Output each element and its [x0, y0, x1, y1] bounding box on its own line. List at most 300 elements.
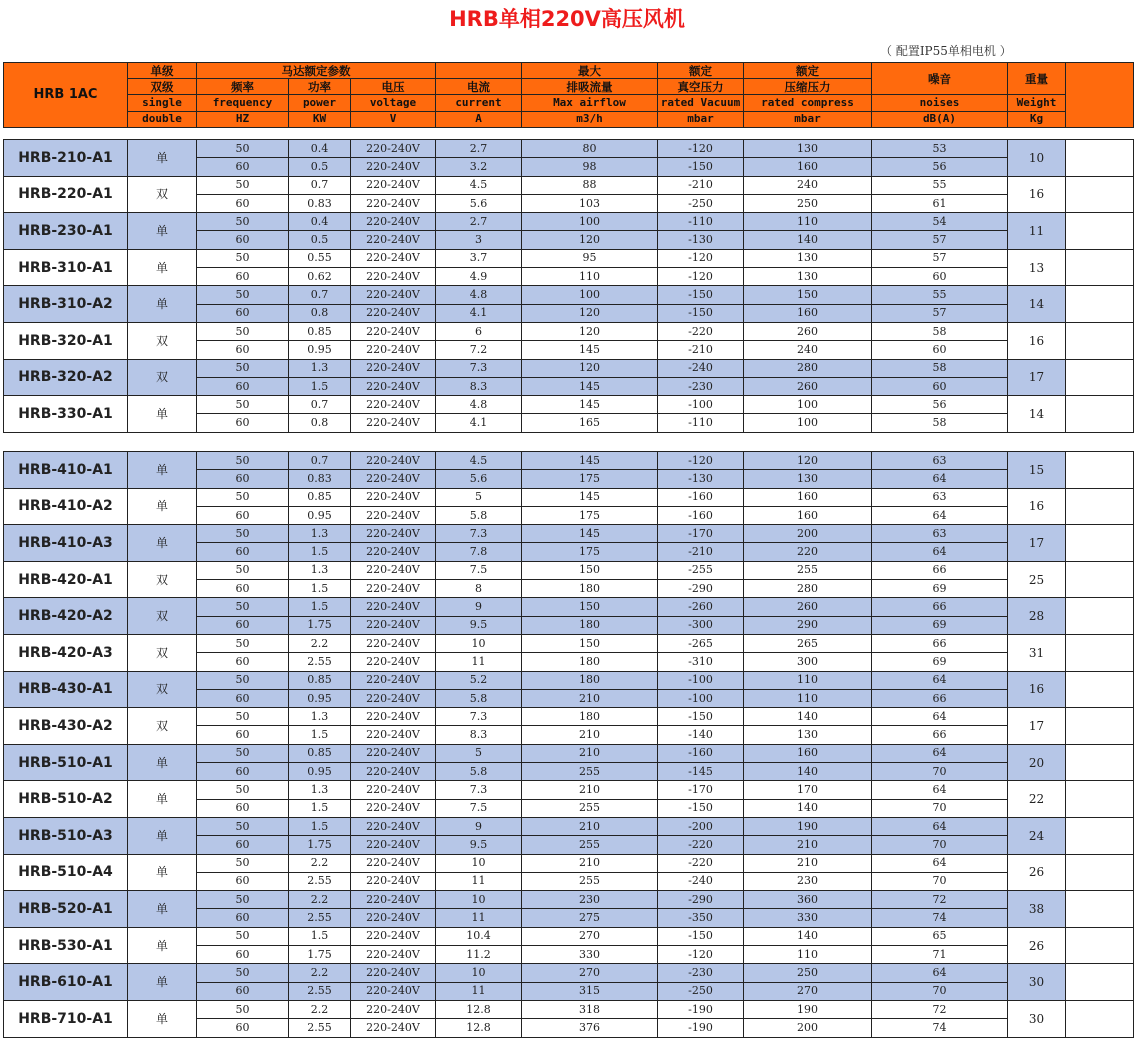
current-cell: 10 — [436, 891, 522, 909]
airflow-cell: 88 — [522, 176, 658, 194]
table-row — [4, 140, 1134, 158]
row-spacer — [1066, 213, 1134, 250]
noise-cell: 70 — [872, 872, 1008, 890]
vacuum-cell: -350 — [658, 909, 744, 927]
voltage-cell: 220-240V — [351, 726, 436, 744]
voltage-cell: 220-240V — [351, 909, 436, 927]
row-spacer — [1066, 854, 1134, 891]
frequency-cell: 60 — [197, 799, 289, 817]
voltage-cell: 220-240V — [351, 598, 436, 616]
vacuum-cell: -120 — [658, 140, 744, 158]
current-cell: 5.6 — [436, 194, 522, 212]
power-cell: 1.3 — [289, 781, 351, 799]
current-cell: 5.8 — [436, 506, 522, 524]
vacuum-cell: -190 — [658, 1019, 744, 1037]
weight-cell: 25 — [1008, 561, 1066, 598]
current-cell: 9.5 — [436, 616, 522, 634]
vacuum-cell: -120 — [658, 268, 744, 286]
weight-cell: 15 — [1008, 452, 1066, 489]
vacuum-cell: -240 — [658, 872, 744, 890]
model-name: HRB-320-A2 — [4, 359, 128, 396]
stage-type: 双 — [128, 671, 197, 708]
airflow-cell: 180 — [522, 653, 658, 671]
frequency-cell: 60 — [197, 616, 289, 634]
row-spacer — [1066, 561, 1134, 598]
model-name: HRB-220-A1 — [4, 176, 128, 213]
airflow-cell: 120 — [522, 322, 658, 340]
weight-cell: 16 — [1008, 671, 1066, 708]
noise-cell: 55 — [872, 176, 1008, 194]
voltage-cell: 220-240V — [351, 927, 436, 945]
voltage-cell: 220-240V — [351, 158, 436, 176]
table-row — [4, 854, 1134, 872]
stage-type: 单 — [128, 744, 197, 781]
row-spacer — [1066, 396, 1134, 433]
header-power-en: power — [289, 95, 351, 111]
stage-type: 单 — [128, 452, 197, 489]
current-cell: 5 — [436, 744, 522, 762]
frequency-cell: 50 — [197, 781, 289, 799]
noise-cell: 70 — [872, 799, 1008, 817]
current-cell: 3.7 — [436, 249, 522, 267]
airflow-cell: 145 — [522, 341, 658, 359]
frequency-cell: 60 — [197, 194, 289, 212]
vacuum-cell: -220 — [658, 836, 744, 854]
header-airflow-unit: m3/h — [522, 111, 658, 127]
spec-table-group-1 — [3, 139, 1134, 433]
airflow-cell: 150 — [522, 634, 658, 652]
voltage-cell: 220-240V — [351, 359, 436, 377]
compress-cell: 140 — [744, 763, 872, 781]
noise-cell: 70 — [872, 836, 1008, 854]
current-cell: 9 — [436, 817, 522, 835]
vacuum-cell: -200 — [658, 817, 744, 835]
noise-cell: 70 — [872, 763, 1008, 781]
vacuum-cell: -310 — [658, 653, 744, 671]
current-cell: 10 — [436, 634, 522, 652]
airflow-cell: 210 — [522, 689, 658, 707]
weight-cell: 20 — [1008, 744, 1066, 781]
power-cell: 1.5 — [289, 377, 351, 395]
row-spacer — [1066, 488, 1134, 525]
power-cell: 0.7 — [289, 396, 351, 414]
vacuum-cell: -210 — [658, 176, 744, 194]
spec-table-group-2 — [3, 451, 1134, 1038]
current-cell: 4.9 — [436, 268, 522, 286]
header-weight-cn: 重量 — [1008, 63, 1066, 95]
power-cell: 2.2 — [289, 891, 351, 909]
compress-cell: 110 — [744, 689, 872, 707]
voltage-cell: 220-240V — [351, 580, 436, 598]
frequency-cell: 50 — [197, 854, 289, 872]
power-cell: 0.62 — [289, 268, 351, 286]
vacuum-cell: -100 — [658, 396, 744, 414]
noise-cell: 58 — [872, 414, 1008, 432]
compress-cell: 220 — [744, 543, 872, 561]
airflow-cell: 103 — [522, 194, 658, 212]
frequency-cell: 60 — [197, 543, 289, 561]
power-cell: 0.7 — [289, 176, 351, 194]
stage-type: 单 — [128, 396, 197, 433]
power-cell: 0.8 — [289, 414, 351, 432]
current-cell: 7.3 — [436, 781, 522, 799]
header-compress-en: rated compress — [744, 95, 872, 111]
row-spacer — [1066, 781, 1134, 818]
vacuum-cell: -110 — [658, 414, 744, 432]
voltage-cell: 220-240V — [351, 140, 436, 158]
vacuum-cell: -150 — [658, 708, 744, 726]
voltage-cell: 220-240V — [351, 653, 436, 671]
power-cell: 2.2 — [289, 964, 351, 982]
frequency-cell: 60 — [197, 872, 289, 890]
voltage-cell: 220-240V — [351, 982, 436, 1000]
table-row — [4, 634, 1134, 652]
compress-cell: 200 — [744, 1019, 872, 1037]
frequency-cell: 60 — [197, 836, 289, 854]
stage-type: 双 — [128, 708, 197, 745]
noise-cell: 60 — [872, 377, 1008, 395]
vacuum-cell: -145 — [658, 763, 744, 781]
airflow-cell: 180 — [522, 616, 658, 634]
airflow-cell: 120 — [522, 359, 658, 377]
airflow-cell: 180 — [522, 671, 658, 689]
weight-cell: 11 — [1008, 213, 1066, 250]
table-row — [4, 396, 1134, 414]
model-name: HRB-510-A1 — [4, 744, 128, 781]
vacuum-cell: -100 — [658, 671, 744, 689]
weight-cell: 13 — [1008, 249, 1066, 286]
model-name: HRB-410-A3 — [4, 525, 128, 562]
frequency-cell: 60 — [197, 470, 289, 488]
model-name: HRB-710-A1 — [4, 1000, 128, 1037]
vacuum-cell: -140 — [658, 726, 744, 744]
airflow-cell: 175 — [522, 470, 658, 488]
table-row — [4, 781, 1134, 799]
vacuum-cell: -150 — [658, 799, 744, 817]
vacuum-cell: -130 — [658, 231, 744, 249]
header-current-top — [436, 63, 522, 79]
power-cell: 0.95 — [289, 506, 351, 524]
voltage-cell: 220-240V — [351, 543, 436, 561]
compress-cell: 210 — [744, 854, 872, 872]
weight-cell: 24 — [1008, 817, 1066, 854]
voltage-cell: 220-240V — [351, 396, 436, 414]
voltage-cell: 220-240V — [351, 1019, 436, 1037]
airflow-cell: 180 — [522, 580, 658, 598]
vacuum-cell: -150 — [658, 286, 744, 304]
frequency-cell: 60 — [197, 909, 289, 927]
compress-cell: 250 — [744, 194, 872, 212]
stage-type: 单 — [128, 781, 197, 818]
voltage-cell: 220-240V — [351, 744, 436, 762]
frequency-cell: 50 — [197, 891, 289, 909]
model-name: HRB-520-A1 — [4, 891, 128, 928]
row-spacer — [1066, 140, 1134, 177]
header-weight-unit: Kg — [1008, 111, 1066, 127]
voltage-cell: 220-240V — [351, 377, 436, 395]
compress-cell: 160 — [744, 488, 872, 506]
power-cell: 1.5 — [289, 580, 351, 598]
row-spacer — [1066, 891, 1134, 928]
noise-cell: 57 — [872, 249, 1008, 267]
table-row — [4, 452, 1134, 470]
header-noise-en: noises — [872, 95, 1008, 111]
model-name: HRB-210-A1 — [4, 140, 128, 177]
weight-cell: 17 — [1008, 708, 1066, 745]
voltage-cell: 220-240V — [351, 891, 436, 909]
noise-cell: 64 — [872, 506, 1008, 524]
voltage-cell: 220-240V — [351, 488, 436, 506]
vacuum-cell: -120 — [658, 249, 744, 267]
airflow-cell: 150 — [522, 598, 658, 616]
airflow-cell: 255 — [522, 763, 658, 781]
header-compress-2: 压缩压力 — [744, 79, 872, 95]
airflow-cell: 98 — [522, 158, 658, 176]
header-stage-single-en: single — [128, 95, 197, 111]
frequency-cell: 50 — [197, 286, 289, 304]
power-cell: 0.5 — [289, 231, 351, 249]
motor-note: （ 配置IP55单相电机 ） — [880, 44, 1012, 58]
voltage-cell: 220-240V — [351, 341, 436, 359]
header-current-cn: 电流 — [436, 79, 522, 95]
stage-type: 单 — [128, 891, 197, 928]
noise-cell: 64 — [872, 781, 1008, 799]
noise-cell: 64 — [872, 854, 1008, 872]
weight-cell: 31 — [1008, 634, 1066, 671]
table-row — [4, 176, 1134, 194]
voltage-cell: 220-240V — [351, 799, 436, 817]
header-spacer — [1066, 63, 1134, 128]
frequency-cell: 60 — [197, 982, 289, 1000]
row-spacer — [1066, 525, 1134, 562]
airflow-cell: 275 — [522, 909, 658, 927]
airflow-cell: 110 — [522, 268, 658, 286]
compress-cell: 290 — [744, 616, 872, 634]
row-spacer — [1066, 286, 1134, 323]
current-cell: 8.3 — [436, 726, 522, 744]
compress-cell: 330 — [744, 909, 872, 927]
voltage-cell: 220-240V — [351, 268, 436, 286]
model-name: HRB-310-A1 — [4, 249, 128, 286]
frequency-cell: 60 — [197, 580, 289, 598]
stage-type: 单 — [128, 854, 197, 891]
voltage-cell: 220-240V — [351, 249, 436, 267]
model-name: HRB-610-A1 — [4, 964, 128, 1001]
frequency-cell: 50 — [197, 396, 289, 414]
current-cell: 8.3 — [436, 377, 522, 395]
header-vacuum-2: 真空压力 — [658, 79, 744, 95]
header-power-cn: 功率 — [289, 79, 351, 95]
airflow-cell: 120 — [522, 304, 658, 322]
table-row — [4, 322, 1134, 340]
compress-cell: 300 — [744, 653, 872, 671]
header-vacuum-unit: mbar — [658, 111, 744, 127]
frequency-cell: 50 — [197, 140, 289, 158]
frequency-cell: 60 — [197, 653, 289, 671]
airflow-cell: 210 — [522, 781, 658, 799]
vacuum-cell: -120 — [658, 946, 744, 964]
voltage-cell: 220-240V — [351, 525, 436, 543]
compress-cell: 100 — [744, 396, 872, 414]
compress-cell: 250 — [744, 964, 872, 982]
weight-cell: 38 — [1008, 891, 1066, 928]
frequency-cell: 50 — [197, 1000, 289, 1018]
vacuum-cell: -290 — [658, 580, 744, 598]
header-motor-params: 马达额定参数 — [197, 63, 436, 79]
frequency-cell: 60 — [197, 946, 289, 964]
airflow-cell: 318 — [522, 1000, 658, 1018]
compress-cell: 230 — [744, 872, 872, 890]
power-cell: 0.4 — [289, 140, 351, 158]
noise-cell: 57 — [872, 231, 1008, 249]
vacuum-cell: -170 — [658, 525, 744, 543]
weight-cell: 14 — [1008, 286, 1066, 323]
noise-cell: 64 — [872, 744, 1008, 762]
row-spacer — [1066, 249, 1134, 286]
header-voltage-en: voltage — [351, 95, 436, 111]
frequency-cell: 60 — [197, 304, 289, 322]
frequency-cell: 60 — [197, 268, 289, 286]
compress-cell: 255 — [744, 561, 872, 579]
current-cell: 11 — [436, 982, 522, 1000]
compress-cell: 260 — [744, 377, 872, 395]
voltage-cell: 220-240V — [351, 304, 436, 322]
power-cell: 2.55 — [289, 653, 351, 671]
current-cell: 4.8 — [436, 286, 522, 304]
frequency-cell: 50 — [197, 359, 289, 377]
current-cell: 10 — [436, 854, 522, 872]
noise-cell: 66 — [872, 726, 1008, 744]
power-cell: 2.2 — [289, 634, 351, 652]
noise-cell: 64 — [872, 708, 1008, 726]
row-spacer — [1066, 927, 1134, 964]
header-frequency-unit: HZ — [197, 111, 289, 127]
header-voltage-unit: V — [351, 111, 436, 127]
model-name: HRB-320-A1 — [4, 322, 128, 359]
table-row — [4, 1000, 1134, 1018]
model-name: HRB-430-A1 — [4, 671, 128, 708]
model-name: HRB-510-A4 — [4, 854, 128, 891]
current-cell: 4.5 — [436, 176, 522, 194]
header-airflow-en: Max airflow — [522, 95, 658, 111]
model-name: HRB-330-A1 — [4, 396, 128, 433]
noise-cell: 56 — [872, 158, 1008, 176]
header-model: HRB 1AC — [4, 63, 128, 128]
current-cell: 9 — [436, 598, 522, 616]
table-row — [4, 525, 1134, 543]
header-noise-cn: 噪音 — [872, 63, 1008, 95]
table-row — [4, 927, 1134, 945]
airflow-cell: 180 — [522, 708, 658, 726]
header-airflow-2: 排吸流量 — [522, 79, 658, 95]
header-current-unit: A — [436, 111, 522, 127]
power-cell: 0.85 — [289, 744, 351, 762]
model-name: HRB-410-A2 — [4, 488, 128, 525]
stage-type: 双 — [128, 176, 197, 213]
compress-cell: 130 — [744, 726, 872, 744]
header-stage-double-cn: 双级 — [128, 79, 197, 95]
compress-cell: 100 — [744, 414, 872, 432]
current-cell: 7.5 — [436, 561, 522, 579]
voltage-cell: 220-240V — [351, 414, 436, 432]
airflow-cell: 376 — [522, 1019, 658, 1037]
compress-cell: 190 — [744, 817, 872, 835]
current-cell: 5 — [436, 488, 522, 506]
header-stage-single-cn: 单级 — [128, 63, 197, 79]
current-cell: 9.5 — [436, 836, 522, 854]
frequency-cell: 50 — [197, 817, 289, 835]
weight-cell: 30 — [1008, 964, 1066, 1001]
noise-cell: 58 — [872, 322, 1008, 340]
header-power-unit: KW — [289, 111, 351, 127]
noise-cell: 53 — [872, 140, 1008, 158]
vacuum-cell: -210 — [658, 543, 744, 561]
power-cell: 1.5 — [289, 543, 351, 561]
vacuum-cell: -130 — [658, 470, 744, 488]
airflow-cell: 145 — [522, 525, 658, 543]
current-cell: 7.3 — [436, 708, 522, 726]
noise-cell: 69 — [872, 616, 1008, 634]
noise-cell: 69 — [872, 580, 1008, 598]
current-cell: 5.8 — [436, 763, 522, 781]
voltage-cell: 220-240V — [351, 671, 436, 689]
voltage-cell: 220-240V — [351, 176, 436, 194]
power-cell: 0.4 — [289, 213, 351, 231]
header-airflow-1: 最大 — [522, 63, 658, 79]
current-cell: 5.6 — [436, 470, 522, 488]
noise-cell: 63 — [872, 525, 1008, 543]
airflow-cell: 270 — [522, 964, 658, 982]
power-cell: 2.2 — [289, 854, 351, 872]
current-cell: 2.7 — [436, 140, 522, 158]
table-row — [4, 249, 1134, 267]
voltage-cell: 220-240V — [351, 322, 436, 340]
table-row — [4, 964, 1134, 982]
vacuum-cell: -240 — [658, 359, 744, 377]
power-cell: 1.3 — [289, 561, 351, 579]
frequency-cell: 60 — [197, 763, 289, 781]
noise-cell: 66 — [872, 598, 1008, 616]
frequency-cell: 60 — [197, 377, 289, 395]
noise-cell: 66 — [872, 634, 1008, 652]
noise-cell: 64 — [872, 671, 1008, 689]
vacuum-cell: -150 — [658, 304, 744, 322]
frequency-cell: 50 — [197, 598, 289, 616]
current-cell: 7.3 — [436, 525, 522, 543]
stage-type: 单 — [128, 286, 197, 323]
stage-type: 单 — [128, 525, 197, 562]
power-cell: 0.83 — [289, 194, 351, 212]
vacuum-cell: -160 — [658, 488, 744, 506]
compress-cell: 110 — [744, 213, 872, 231]
voltage-cell: 220-240V — [351, 872, 436, 890]
current-cell: 12.8 — [436, 1000, 522, 1018]
voltage-cell: 220-240V — [351, 286, 436, 304]
power-cell: 2.2 — [289, 1000, 351, 1018]
row-spacer — [1066, 322, 1134, 359]
compress-cell: 140 — [744, 927, 872, 945]
power-cell: 1.5 — [289, 799, 351, 817]
frequency-cell: 60 — [197, 341, 289, 359]
header-vacuum-en: rated Vacuum — [658, 95, 744, 111]
airflow-cell: 270 — [522, 927, 658, 945]
weight-cell: 10 — [1008, 140, 1066, 177]
stage-type: 双 — [128, 561, 197, 598]
vacuum-cell: -250 — [658, 982, 744, 1000]
model-name: HRB-230-A1 — [4, 213, 128, 250]
current-cell: 2.7 — [436, 213, 522, 231]
weight-cell: 14 — [1008, 396, 1066, 433]
